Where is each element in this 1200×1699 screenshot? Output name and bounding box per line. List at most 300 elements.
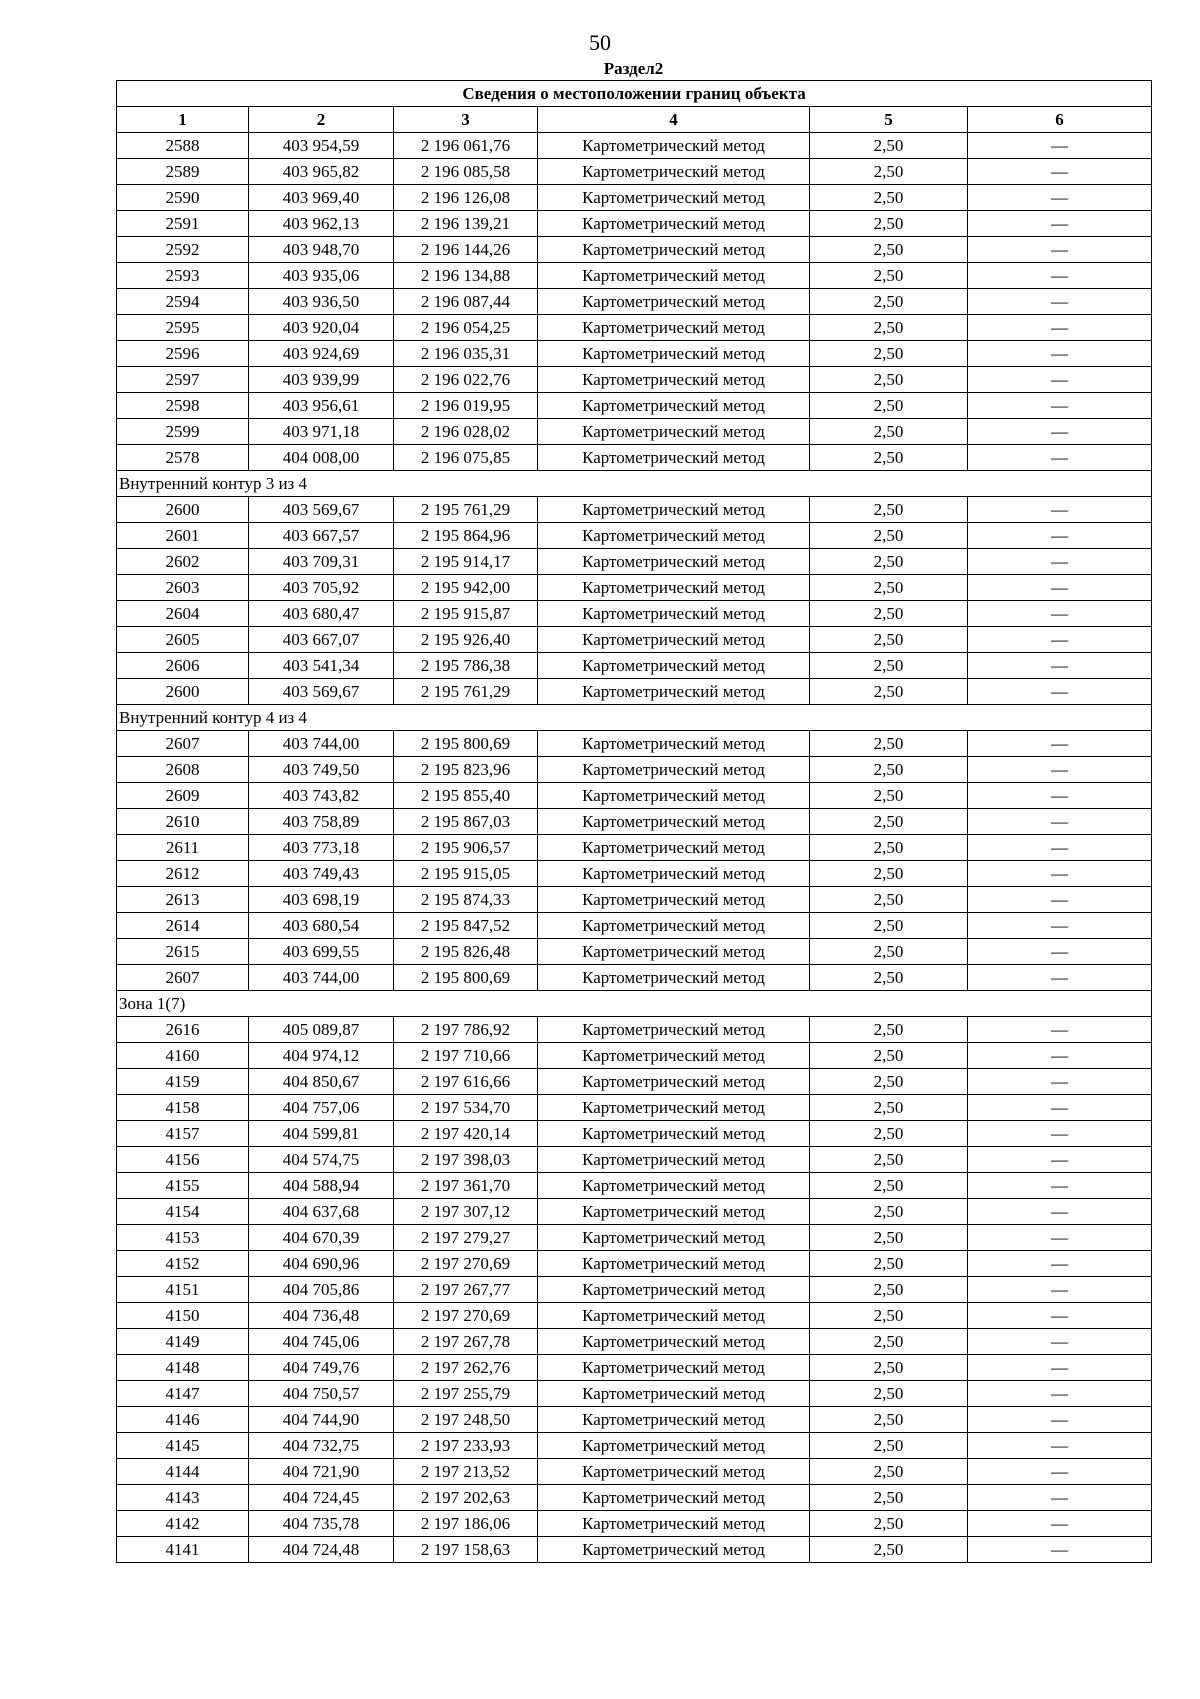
cell-coord-x: 403 962,13 bbox=[249, 211, 394, 237]
cell-method: Картометрический метод bbox=[538, 1043, 810, 1069]
table-row bbox=[117, 1303, 1152, 1329]
cell-method: Картометрический метод bbox=[538, 679, 810, 705]
table-row bbox=[117, 315, 1152, 341]
cell-coord-y: 2 197 248,50 bbox=[394, 1407, 538, 1433]
cell-note: — bbox=[968, 341, 1152, 367]
table-row bbox=[117, 1199, 1152, 1225]
cell-note: — bbox=[968, 939, 1152, 965]
cell-point-number: 2615 bbox=[117, 939, 249, 965]
table-row bbox=[117, 861, 1152, 887]
cell-note: — bbox=[968, 757, 1152, 783]
table-row bbox=[117, 341, 1152, 367]
cell-coord-y: 2 196 126,08 bbox=[394, 185, 538, 211]
cell-point-number: 2611 bbox=[117, 835, 249, 861]
cell-accuracy: 2,50 bbox=[810, 809, 968, 835]
cell-accuracy: 2,50 bbox=[810, 1329, 968, 1355]
cell-coord-x: 403 773,18 bbox=[249, 835, 394, 861]
cell-method: Картометрический метод bbox=[538, 419, 810, 445]
cell-coord-x: 403 749,43 bbox=[249, 861, 394, 887]
cell-coord-y: 2 196 134,88 bbox=[394, 263, 538, 289]
cell-coord-x: 403 969,40 bbox=[249, 185, 394, 211]
cell-note: — bbox=[968, 1537, 1152, 1563]
cell-point-number: 2604 bbox=[117, 601, 249, 627]
cell-point-number: 4146 bbox=[117, 1407, 249, 1433]
cell-note: — bbox=[968, 1225, 1152, 1251]
cell-point-number: 2597 bbox=[117, 367, 249, 393]
cell-coord-x: 403 758,89 bbox=[249, 809, 394, 835]
column-number-1: 1 bbox=[117, 107, 249, 133]
cell-coord-y: 2 195 926,40 bbox=[394, 627, 538, 653]
table-row bbox=[117, 1043, 1152, 1069]
cell-coord-y: 2 195 823,96 bbox=[394, 757, 538, 783]
cell-coord-x: 404 599,81 bbox=[249, 1121, 394, 1147]
cell-accuracy: 2,50 bbox=[810, 757, 968, 783]
cell-coord-y: 2 197 534,70 bbox=[394, 1095, 538, 1121]
cell-accuracy: 2,50 bbox=[810, 939, 968, 965]
cell-coord-y: 2 195 826,48 bbox=[394, 939, 538, 965]
cell-accuracy: 2,50 bbox=[810, 133, 968, 159]
cell-coord-y: 2 196 061,76 bbox=[394, 133, 538, 159]
cell-coord-x: 403 744,00 bbox=[249, 731, 394, 757]
cell-point-number: 4143 bbox=[117, 1485, 249, 1511]
cell-coord-y: 2 195 942,00 bbox=[394, 575, 538, 601]
cell-coord-x: 403 698,19 bbox=[249, 887, 394, 913]
column-number-6: 6 bbox=[968, 107, 1152, 133]
cell-accuracy: 2,50 bbox=[810, 627, 968, 653]
cell-accuracy: 2,50 bbox=[810, 861, 968, 887]
cell-coord-x: 403 744,00 bbox=[249, 965, 394, 991]
cell-method: Картометрический метод bbox=[538, 289, 810, 315]
cell-note: — bbox=[968, 575, 1152, 601]
cell-note: — bbox=[968, 783, 1152, 809]
cell-method: Картометрический метод bbox=[538, 1173, 810, 1199]
cell-point-number: 4141 bbox=[117, 1537, 249, 1563]
section-title: Раздел2 bbox=[603, 59, 664, 78]
table-row bbox=[117, 1355, 1152, 1381]
cell-point-number: 4142 bbox=[117, 1511, 249, 1537]
cell-method: Картометрический метод bbox=[538, 1147, 810, 1173]
cell-method: Картометрический метод bbox=[538, 913, 810, 939]
cell-note: — bbox=[968, 263, 1152, 289]
cell-point-number: 2589 bbox=[117, 159, 249, 185]
table-row bbox=[117, 809, 1152, 835]
cell-note: — bbox=[968, 315, 1152, 341]
cell-accuracy: 2,50 bbox=[810, 783, 968, 809]
cell-coord-x: 405 089,87 bbox=[249, 1017, 394, 1043]
cell-accuracy: 2,50 bbox=[810, 289, 968, 315]
table-row bbox=[117, 627, 1152, 653]
cell-accuracy: 2,50 bbox=[810, 185, 968, 211]
cell-method: Картометрический метод bbox=[538, 783, 810, 809]
boundary-coordinates-table bbox=[116, 80, 1152, 1563]
cell-coord-y: 2 197 267,77 bbox=[394, 1277, 538, 1303]
cell-coord-x: 403 971,18 bbox=[249, 419, 394, 445]
cell-coord-y: 2 196 087,44 bbox=[394, 289, 538, 315]
group-label: Зона 1(7) bbox=[117, 991, 1152, 1017]
cell-accuracy: 2,50 bbox=[810, 237, 968, 263]
cell-coord-x: 403 667,07 bbox=[249, 627, 394, 653]
cell-method: Картометрический метод bbox=[538, 1121, 810, 1147]
cell-accuracy: 2,50 bbox=[810, 1251, 968, 1277]
cell-coord-y: 2 197 233,93 bbox=[394, 1433, 538, 1459]
cell-method: Картометрический метод bbox=[538, 1277, 810, 1303]
group-label: Внутренний контур 3 из 4 bbox=[117, 471, 1152, 497]
cell-coord-x: 403 569,67 bbox=[249, 497, 394, 523]
table-row bbox=[117, 1485, 1152, 1511]
cell-coord-x: 403 541,34 bbox=[249, 653, 394, 679]
cell-accuracy: 2,50 bbox=[810, 835, 968, 861]
cell-point-number: 4152 bbox=[117, 1251, 249, 1277]
table-row bbox=[117, 1381, 1152, 1407]
cell-coord-x: 403 935,06 bbox=[249, 263, 394, 289]
cell-coord-y: 2 195 800,69 bbox=[394, 965, 538, 991]
cell-note: — bbox=[968, 1147, 1152, 1173]
cell-coord-x: 403 954,59 bbox=[249, 133, 394, 159]
page-number: 50 bbox=[589, 30, 611, 55]
cell-point-number: 4151 bbox=[117, 1277, 249, 1303]
cell-method: Картометрический метод bbox=[538, 1069, 810, 1095]
table-row bbox=[117, 393, 1152, 419]
cell-point-number: 2592 bbox=[117, 237, 249, 263]
cell-accuracy: 2,50 bbox=[810, 367, 968, 393]
cell-point-number: 2609 bbox=[117, 783, 249, 809]
cell-accuracy: 2,50 bbox=[810, 263, 968, 289]
cell-note: — bbox=[968, 1017, 1152, 1043]
cell-method: Картометрический метод bbox=[538, 393, 810, 419]
cell-method: Картометрический метод bbox=[538, 861, 810, 887]
cell-point-number: 2613 bbox=[117, 887, 249, 913]
table-row bbox=[117, 601, 1152, 627]
cell-accuracy: 2,50 bbox=[810, 887, 968, 913]
cell-point-number: 2600 bbox=[117, 497, 249, 523]
cell-note: — bbox=[968, 731, 1152, 757]
cell-coord-y: 2 197 186,06 bbox=[394, 1511, 538, 1537]
cell-method: Картометрический метод bbox=[538, 367, 810, 393]
cell-method: Картометрический метод bbox=[538, 575, 810, 601]
table-row bbox=[117, 731, 1152, 757]
cell-accuracy: 2,50 bbox=[810, 1043, 968, 1069]
cell-coord-y: 2 196 028,02 bbox=[394, 419, 538, 445]
cell-method: Картометрический метод bbox=[538, 939, 810, 965]
cell-note: — bbox=[968, 211, 1152, 237]
cell-note: — bbox=[968, 679, 1152, 705]
table-body bbox=[117, 133, 1152, 1563]
cell-accuracy: 2,50 bbox=[810, 1277, 968, 1303]
cell-method: Картометрический метод bbox=[538, 1017, 810, 1043]
cell-coord-x: 403 939,99 bbox=[249, 367, 394, 393]
group-header-row bbox=[117, 991, 1152, 1017]
cell-coord-y: 2 196 022,76 bbox=[394, 367, 538, 393]
cell-accuracy: 2,50 bbox=[810, 1173, 968, 1199]
cell-note: — bbox=[968, 159, 1152, 185]
table-row bbox=[117, 965, 1152, 991]
cell-note: — bbox=[968, 549, 1152, 575]
cell-point-number: 4147 bbox=[117, 1381, 249, 1407]
cell-point-number: 2614 bbox=[117, 913, 249, 939]
cell-point-number: 2602 bbox=[117, 549, 249, 575]
cell-method: Картометрический метод bbox=[538, 1355, 810, 1381]
cell-accuracy: 2,50 bbox=[810, 1433, 968, 1459]
cell-point-number: 2606 bbox=[117, 653, 249, 679]
cell-point-number: 2594 bbox=[117, 289, 249, 315]
cell-method: Картометрический метод bbox=[538, 1225, 810, 1251]
cell-coord-x: 404 749,76 bbox=[249, 1355, 394, 1381]
column-number-5: 5 bbox=[810, 107, 968, 133]
cell-coord-x: 404 850,67 bbox=[249, 1069, 394, 1095]
cell-coord-x: 404 588,94 bbox=[249, 1173, 394, 1199]
cell-method: Картометрический метод bbox=[538, 263, 810, 289]
cell-note: — bbox=[968, 1329, 1152, 1355]
cell-note: — bbox=[968, 1355, 1152, 1381]
cell-point-number: 4159 bbox=[117, 1069, 249, 1095]
cell-method: Картометрический метод bbox=[538, 549, 810, 575]
cell-note: — bbox=[968, 809, 1152, 835]
table-row bbox=[117, 237, 1152, 263]
cell-method: Картометрический метод bbox=[538, 133, 810, 159]
cell-coord-y: 2 195 914,17 bbox=[394, 549, 538, 575]
cell-coord-x: 404 670,39 bbox=[249, 1225, 394, 1251]
cell-accuracy: 2,50 bbox=[810, 523, 968, 549]
cell-coord-y: 2 197 361,70 bbox=[394, 1173, 538, 1199]
cell-coord-y: 2 197 710,66 bbox=[394, 1043, 538, 1069]
table-row bbox=[117, 1225, 1152, 1251]
cell-coord-x: 404 974,12 bbox=[249, 1043, 394, 1069]
cell-accuracy: 2,50 bbox=[810, 1121, 968, 1147]
cell-coord-y: 2 195 915,87 bbox=[394, 601, 538, 627]
cell-point-number: 2600 bbox=[117, 679, 249, 705]
table-row bbox=[117, 1407, 1152, 1433]
cell-accuracy: 2,50 bbox=[810, 1485, 968, 1511]
cell-method: Картометрический метод bbox=[538, 1407, 810, 1433]
cell-note: — bbox=[968, 1251, 1152, 1277]
cell-accuracy: 2,50 bbox=[810, 315, 968, 341]
table-row bbox=[117, 913, 1152, 939]
cell-point-number: 2591 bbox=[117, 211, 249, 237]
cell-coord-x: 404 736,48 bbox=[249, 1303, 394, 1329]
cell-coord-x: 403 680,54 bbox=[249, 913, 394, 939]
table-row bbox=[117, 1277, 1152, 1303]
cell-coord-x: 403 749,50 bbox=[249, 757, 394, 783]
cell-coord-y: 2 196 139,21 bbox=[394, 211, 538, 237]
table-row bbox=[117, 159, 1152, 185]
cell-coord-y: 2 196 019,95 bbox=[394, 393, 538, 419]
cell-coord-x: 403 936,50 bbox=[249, 289, 394, 315]
table-row bbox=[117, 185, 1152, 211]
cell-point-number: 4157 bbox=[117, 1121, 249, 1147]
cell-coord-x: 403 948,70 bbox=[249, 237, 394, 263]
cell-note: — bbox=[968, 1095, 1152, 1121]
cell-method: Картометрический метод bbox=[538, 1329, 810, 1355]
cell-coord-x: 404 008,00 bbox=[249, 445, 394, 471]
cell-accuracy: 2,50 bbox=[810, 913, 968, 939]
cell-coord-y: 2 197 202,63 bbox=[394, 1485, 538, 1511]
cell-coord-x: 404 745,06 bbox=[249, 1329, 394, 1355]
cell-point-number: 2596 bbox=[117, 341, 249, 367]
cell-coord-y: 2 195 855,40 bbox=[394, 783, 538, 809]
cell-accuracy: 2,50 bbox=[810, 731, 968, 757]
cell-note: — bbox=[968, 289, 1152, 315]
cell-method: Картометрический метод bbox=[538, 731, 810, 757]
cell-coord-y: 2 196 075,85 bbox=[394, 445, 538, 471]
column-number-4: 4 bbox=[538, 107, 810, 133]
cell-accuracy: 2,50 bbox=[810, 575, 968, 601]
cell-method: Картометрический метод bbox=[538, 159, 810, 185]
cell-coord-x: 403 743,82 bbox=[249, 783, 394, 809]
cell-note: — bbox=[968, 913, 1152, 939]
cell-method: Картометрический метод bbox=[538, 1199, 810, 1225]
cell-note: — bbox=[968, 445, 1152, 471]
cell-method: Картометрический метод bbox=[538, 185, 810, 211]
cell-method: Картометрический метод bbox=[538, 1251, 810, 1277]
cell-coord-y: 2 195 847,52 bbox=[394, 913, 538, 939]
group-header-row bbox=[117, 705, 1152, 731]
cell-coord-x: 404 757,06 bbox=[249, 1095, 394, 1121]
cell-coord-x: 403 680,47 bbox=[249, 601, 394, 627]
cell-method: Картометрический метод bbox=[538, 237, 810, 263]
cell-coord-y: 2 197 270,69 bbox=[394, 1303, 538, 1329]
cell-accuracy: 2,50 bbox=[810, 965, 968, 991]
cell-method: Картометрический метод bbox=[538, 835, 810, 861]
cell-coord-x: 403 569,67 bbox=[249, 679, 394, 705]
table-row bbox=[117, 1459, 1152, 1485]
cell-coord-y: 2 195 761,29 bbox=[394, 679, 538, 705]
cell-point-number: 2593 bbox=[117, 263, 249, 289]
cell-accuracy: 2,50 bbox=[810, 1147, 968, 1173]
cell-point-number: 2610 bbox=[117, 809, 249, 835]
cell-method: Картометрический метод bbox=[538, 757, 810, 783]
cell-point-number: 4156 bbox=[117, 1147, 249, 1173]
table-row bbox=[117, 1329, 1152, 1355]
cell-accuracy: 2,50 bbox=[810, 1017, 968, 1043]
table-row bbox=[117, 939, 1152, 965]
cell-coord-x: 404 637,68 bbox=[249, 1199, 394, 1225]
column-number-2: 2 bbox=[249, 107, 394, 133]
cell-coord-x: 403 956,61 bbox=[249, 393, 394, 419]
cell-point-number: 2612 bbox=[117, 861, 249, 887]
cell-point-number: 2578 bbox=[117, 445, 249, 471]
cell-point-number: 4158 bbox=[117, 1095, 249, 1121]
table-caption: Сведения о местоположении границ объекта bbox=[117, 81, 1152, 107]
column-number-row bbox=[117, 107, 1152, 133]
table-row bbox=[117, 1511, 1152, 1537]
cell-coord-x: 404 724,48 bbox=[249, 1537, 394, 1563]
cell-coord-y: 2 196 144,26 bbox=[394, 237, 538, 263]
cell-method: Картометрический метод bbox=[538, 497, 810, 523]
cell-accuracy: 2,50 bbox=[810, 1355, 968, 1381]
table-row bbox=[117, 289, 1152, 315]
cell-point-number: 2590 bbox=[117, 185, 249, 211]
cell-accuracy: 2,50 bbox=[810, 653, 968, 679]
cell-note: — bbox=[968, 1381, 1152, 1407]
table-row bbox=[117, 1095, 1152, 1121]
cell-coord-y: 2 197 279,27 bbox=[394, 1225, 538, 1251]
cell-coord-y: 2 195 761,29 bbox=[394, 497, 538, 523]
cell-point-number: 2605 bbox=[117, 627, 249, 653]
cell-note: — bbox=[968, 1485, 1152, 1511]
cell-note: — bbox=[968, 1511, 1152, 1537]
cell-coord-x: 404 744,90 bbox=[249, 1407, 394, 1433]
cell-point-number: 4150 bbox=[117, 1303, 249, 1329]
cell-point-number: 2598 bbox=[117, 393, 249, 419]
cell-note: — bbox=[968, 1173, 1152, 1199]
cell-coord-x: 403 709,31 bbox=[249, 549, 394, 575]
cell-accuracy: 2,50 bbox=[810, 1225, 968, 1251]
cell-point-number: 2603 bbox=[117, 575, 249, 601]
cell-accuracy: 2,50 bbox=[810, 1303, 968, 1329]
cell-coord-y: 2 195 906,57 bbox=[394, 835, 538, 861]
cell-coord-x: 403 920,04 bbox=[249, 315, 394, 341]
cell-coord-x: 404 735,78 bbox=[249, 1511, 394, 1537]
table-row bbox=[117, 835, 1152, 861]
cell-coord-y: 2 195 874,33 bbox=[394, 887, 538, 913]
cell-point-number: 2601 bbox=[117, 523, 249, 549]
cell-coord-y: 2 197 213,52 bbox=[394, 1459, 538, 1485]
cell-coord-y: 2 197 420,14 bbox=[394, 1121, 538, 1147]
table-row bbox=[117, 263, 1152, 289]
cell-accuracy: 2,50 bbox=[810, 1459, 968, 1485]
table-row bbox=[117, 887, 1152, 913]
table-row bbox=[117, 783, 1152, 809]
cell-method: Картометрический метод bbox=[538, 1381, 810, 1407]
cell-coord-x: 404 690,96 bbox=[249, 1251, 394, 1277]
cell-accuracy: 2,50 bbox=[810, 549, 968, 575]
column-number-3: 3 bbox=[394, 107, 538, 133]
cell-coord-y: 2 197 398,03 bbox=[394, 1147, 538, 1173]
cell-method: Картометрический метод bbox=[538, 1433, 810, 1459]
table-row bbox=[117, 419, 1152, 445]
cell-point-number: 4154 bbox=[117, 1199, 249, 1225]
cell-method: Картометрический метод bbox=[538, 1485, 810, 1511]
cell-point-number: 2588 bbox=[117, 133, 249, 159]
cell-accuracy: 2,50 bbox=[810, 445, 968, 471]
cell-accuracy: 2,50 bbox=[810, 1199, 968, 1225]
cell-point-number: 2608 bbox=[117, 757, 249, 783]
cell-coord-x: 403 924,69 bbox=[249, 341, 394, 367]
cell-coord-y: 2 195 800,69 bbox=[394, 731, 538, 757]
cell-coord-x: 404 750,57 bbox=[249, 1381, 394, 1407]
cell-coord-y: 2 195 915,05 bbox=[394, 861, 538, 887]
cell-point-number: 4153 bbox=[117, 1225, 249, 1251]
cell-accuracy: 2,50 bbox=[810, 419, 968, 445]
cell-method: Картометрический метод bbox=[538, 1095, 810, 1121]
cell-note: — bbox=[968, 965, 1152, 991]
cell-accuracy: 2,50 bbox=[810, 497, 968, 523]
table-row bbox=[117, 1069, 1152, 1095]
cell-note: — bbox=[968, 419, 1152, 445]
cell-accuracy: 2,50 bbox=[810, 1407, 968, 1433]
table-row bbox=[117, 653, 1152, 679]
cell-coord-y: 2 197 267,78 bbox=[394, 1329, 538, 1355]
cell-coord-x: 403 699,55 bbox=[249, 939, 394, 965]
cell-point-number: 2595 bbox=[117, 315, 249, 341]
cell-accuracy: 2,50 bbox=[810, 159, 968, 185]
cell-point-number: 2616 bbox=[117, 1017, 249, 1043]
cell-coord-y: 2 195 786,38 bbox=[394, 653, 538, 679]
cell-note: — bbox=[968, 1459, 1152, 1485]
cell-point-number: 4145 bbox=[117, 1433, 249, 1459]
table-row bbox=[117, 1537, 1152, 1563]
cell-accuracy: 2,50 bbox=[810, 1511, 968, 1537]
cell-method: Картометрический метод bbox=[538, 887, 810, 913]
table-row bbox=[117, 367, 1152, 393]
cell-point-number: 4144 bbox=[117, 1459, 249, 1485]
table-row bbox=[117, 445, 1152, 471]
cell-note: — bbox=[968, 601, 1152, 627]
table-row bbox=[117, 1121, 1152, 1147]
cell-accuracy: 2,50 bbox=[810, 1069, 968, 1095]
cell-coord-x: 404 574,75 bbox=[249, 1147, 394, 1173]
cell-method: Картометрический метод bbox=[538, 627, 810, 653]
